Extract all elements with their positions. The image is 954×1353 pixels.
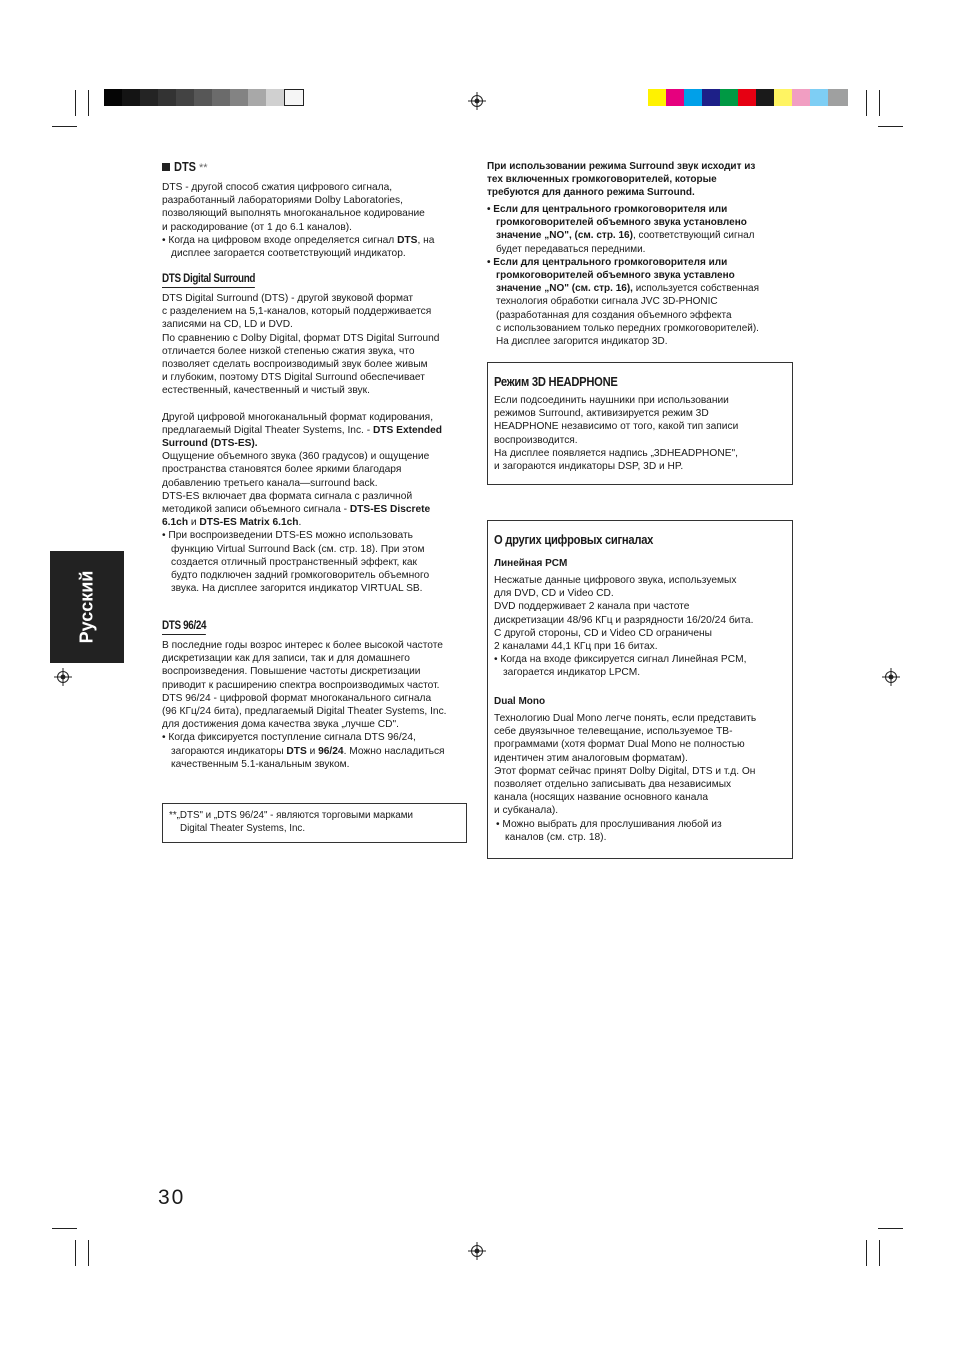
language-side-tab <box>50 551 124 663</box>
text-line: воспроизводится. <box>494 434 578 446</box>
color-swatch <box>774 89 792 106</box>
text-line: На дисплее появляется надпись „3DHEADPHONE", <box>494 447 738 459</box>
dts-section-title <box>162 160 208 174</box>
dts-9624-heading: DTS 96/24 <box>162 620 206 632</box>
registration-mark-icon <box>54 668 72 686</box>
text-line: При использовании режима Surround звук исходит из <box>487 161 756 172</box>
text-line: Другой цифровой многоканальный формат кодирования, <box>162 411 434 423</box>
gray-swatch <box>104 89 122 106</box>
text-line: пространства становятся более яркими благодаря <box>162 464 402 476</box>
crop-mark <box>878 126 903 127</box>
text-line: создается отличный пространственный эффект, как <box>171 556 418 568</box>
text-line: предлагаемый Digital Theater Systems, Inc. - DTS Extended <box>162 424 442 436</box>
square-bullet-icon <box>162 163 170 171</box>
crop-mark <box>75 90 76 116</box>
color-swatch <box>702 89 720 106</box>
crop-mark <box>866 90 867 116</box>
crop-mark <box>75 1240 76 1266</box>
text-line: функцию Virtual Surround Back (см. стр. 18). При этом <box>171 543 425 555</box>
gray-swatch <box>230 89 248 106</box>
text-line: (96 КГц/24 бита), предлагаемый Digital Theater Systems, Inc. <box>162 706 447 718</box>
text-line: воспроизведения. Повышение частоты дискретизации <box>162 666 421 678</box>
text-line: тех включенных громкоговорителей, которые <box>487 174 717 186</box>
gray-swatch <box>122 89 140 106</box>
other-digital-signals-box <box>487 520 793 859</box>
color-swatch <box>756 89 774 106</box>
text-line: звука. На дисплее загорится индикатор VIRTUAL SB. <box>171 583 423 595</box>
text-line: программами (хотя формат Dual Mono не полностью <box>494 739 745 751</box>
text-line: и раскодирование (от 1 до 6.1 каналов). <box>162 221 352 233</box>
text-line: Этот формат сейчас принят Dolby Digital, DTS и т.д. Он <box>494 765 756 777</box>
surround-intro <box>487 160 755 200</box>
text-line: значение „NO" (см. стр. 16), используется собственная <box>496 283 760 295</box>
text-line: HEADPHONE независимо от того, какой тип записи <box>494 421 739 433</box>
text-line: режимов Surround, активизируется режим 3D <box>494 408 709 420</box>
text-line: позволяет сделать воспроизводимый звук более живым <box>162 359 428 371</box>
text-line: DTS-ES включает два формата сигнала с различной <box>162 490 413 502</box>
text-line: DTS Digital Surround (DTS) - другой звуковой формат <box>162 293 414 304</box>
text-line: естественный, качественный и чистый звук. <box>162 385 370 397</box>
color-swatch <box>648 89 666 106</box>
text-line: дисплее загорается соответствующий индикатор. <box>171 248 406 260</box>
text-line: себе двуязычное телевещание, используемое ТВ- <box>494 726 733 738</box>
text-line: методикой записи объемного сигнала - DTS-ES Discrete <box>162 504 431 516</box>
text-line: значение „NO", (см. стр. 16), соответствующий сигнал <box>496 230 755 242</box>
text-line: загорается индикатор LPCM. <box>503 667 641 679</box>
text-line: с использованием только передних громкоговорителей). <box>496 322 759 334</box>
text-line: дискретизации как для записи, так и для домашнего <box>162 653 410 665</box>
text-line: Ощущение объемного звука (360 градусов) и ощущение <box>162 451 430 463</box>
text-line: громкоговорителей объемного звука установлено <box>496 217 747 229</box>
text-line: добавлению третьего канала—surround back. <box>162 477 378 489</box>
text-line: 2 каналами 44,1 КГц при 16 битах. <box>494 641 658 653</box>
color-swatch <box>666 89 684 106</box>
text-line: • Если для центрального громкоговорителя или <box>487 256 728 268</box>
text-line: Технологию Dual Mono легче понять, если представить <box>494 713 757 724</box>
color-swatch <box>792 89 810 106</box>
text-line: и субканала). <box>494 805 559 817</box>
gray-swatch <box>176 89 194 106</box>
text-line: с разделением на 5,1-каналов, который поддерживается <box>162 306 432 318</box>
crop-mark <box>879 90 880 116</box>
text-line: каналов (см. стр. 18). <box>505 831 607 843</box>
gray-swatch <box>140 89 158 106</box>
text-line: Digital Theater Systems, Inc. <box>180 823 306 835</box>
linear-pcm-heading: Линейная PCM <box>494 558 568 569</box>
crop-mark <box>88 90 89 116</box>
text-line: • Когда на входе фиксируется сигнал Линейная PCM, <box>494 654 747 666</box>
text-line: Несжатые данные цифрового звука, используемых <box>494 575 737 586</box>
text-line: для достижения дома качества звука „лучше CD". <box>162 719 399 731</box>
text-line: требуются для данного режима Surround. <box>487 187 695 199</box>
text-line: (разработанная для создания объемного эффекта <box>496 309 732 321</box>
dts-digital-surround-text <box>162 292 442 595</box>
color-swatch <box>828 89 848 106</box>
text-line: Если подсоединить наушники при использовании <box>494 395 729 406</box>
color-swatch <box>810 89 828 106</box>
text-line: • При воспроизведении DTS-ES можно использовать <box>162 530 413 542</box>
crop-mark <box>878 1228 903 1229</box>
headphone-mode-box <box>487 362 793 485</box>
text-line: разработанный лабораториями Dolby Laboratories, <box>162 195 403 207</box>
crop-mark <box>88 1240 89 1266</box>
dts-description <box>162 181 434 260</box>
headphone-mode-title: Режим 3D HEADPHONE <box>494 374 618 389</box>
gray-swatch <box>248 89 266 106</box>
text-line: записями на CD, LD и DVD. <box>162 319 293 331</box>
text-line: На дисплее загорится индикатор 3D. <box>496 336 668 348</box>
text-line: позволяющий выполнять многоканальное кодирование <box>162 208 425 220</box>
crop-mark <box>866 1240 867 1266</box>
text-line: • Если для центрального громкоговорителя или <box>487 204 728 215</box>
language-tab-label: Русский <box>76 570 97 644</box>
registration-mark-icon <box>882 668 900 686</box>
text-line: DTS 96/24 - цифровой формат многоканального сигнала <box>162 692 432 704</box>
other-digital-signals-title: О других цифровых сигналах <box>494 532 654 547</box>
text-line: **„DTS" и „DTS 96/24" - являются торговыми марками <box>169 810 413 821</box>
gray-swatch <box>212 89 230 106</box>
dts-9624-text <box>162 639 447 771</box>
text-line: и загораются индикаторы DSP, 3D и HP. <box>494 461 684 473</box>
text-line: • Когда фиксируется поступление сигнала DTS 96/24, <box>162 732 416 744</box>
text-line: технология обработки сигнала JVC 3D-PHONIC <box>496 296 718 308</box>
text-line: канала (носящих название основного канала <box>494 792 708 804</box>
text-line: По сравнению с Dolby Digital, формат DTS Digital Surround <box>162 332 440 344</box>
dts-digital-surround-heading: DTS Digital Surround <box>162 273 255 285</box>
color-swatch <box>684 89 702 106</box>
dual-mono-heading: Dual Mono <box>494 696 546 707</box>
gray-swatch <box>158 89 176 106</box>
text-line: дискретизации 48/96 КГц и разрядности 16/20/24 бита. <box>494 614 754 626</box>
text-line: DVD поддерживает 2 канала при частоте <box>494 601 690 613</box>
text-line: загораются индикаторы DTS и 96/24. Можно насладиться <box>171 745 445 757</box>
registration-mark-icon <box>468 92 486 110</box>
text-line: для DVD, CD и Video CD. <box>494 588 614 600</box>
text-line: • Можно выбрать для прослушивания любой из <box>496 818 722 830</box>
text-line: качественным 5.1-канальным звуком. <box>171 758 350 770</box>
text-line: Surround (DTS-ES). <box>162 438 258 450</box>
surround-bullets <box>487 203 759 348</box>
text-line: будто подключен задний громкоговоритель объемного <box>171 570 430 582</box>
gray-swatch <box>284 89 304 106</box>
text-line: отличается более низкой степенью сжатия звука, что <box>162 345 415 357</box>
text-line: будет передаваться передними. <box>496 243 646 255</box>
text-line: приводит к расширению спектра воспроизводимых частот. <box>162 679 440 691</box>
crop-mark <box>52 126 77 127</box>
text-line: громкоговорителей объемного звука уставлено <box>496 270 735 282</box>
text-line: 6.1ch и DTS-ES Matrix 6.1ch. <box>162 517 302 529</box>
color-swatch <box>738 89 756 106</box>
registration-mark-icon <box>468 1242 486 1260</box>
crop-mark <box>52 1228 77 1229</box>
text-line: В последние годы возрос интерес к более высокой частоте <box>162 640 443 651</box>
dts-bullet: • Когда на цифровом входе определяется сигнал DTS, на <box>162 234 435 246</box>
dts-title-text: DTS <box>174 160 196 174</box>
text-line: С другой стороны, CD и Video CD ограничены <box>494 627 712 639</box>
gray-swatch <box>266 89 284 106</box>
page-number: 30 <box>158 1186 186 1209</box>
text-line: позволяет отдельно записывать два независимых <box>494 779 732 791</box>
text-line: идентичен этим аналоговым форматам). <box>494 752 688 764</box>
crop-mark <box>879 1240 880 1266</box>
color-swatch <box>720 89 738 106</box>
gray-swatch <box>194 89 212 106</box>
dts-title-mark: ** <box>199 162 208 174</box>
text-line: DTS - другой способ сжатия цифрового сигнала, <box>162 182 393 193</box>
text-line: и глубоким, поэтому DTS Digital Surround обеспечивает <box>162 372 425 384</box>
trademark-footnote-box <box>162 803 467 843</box>
